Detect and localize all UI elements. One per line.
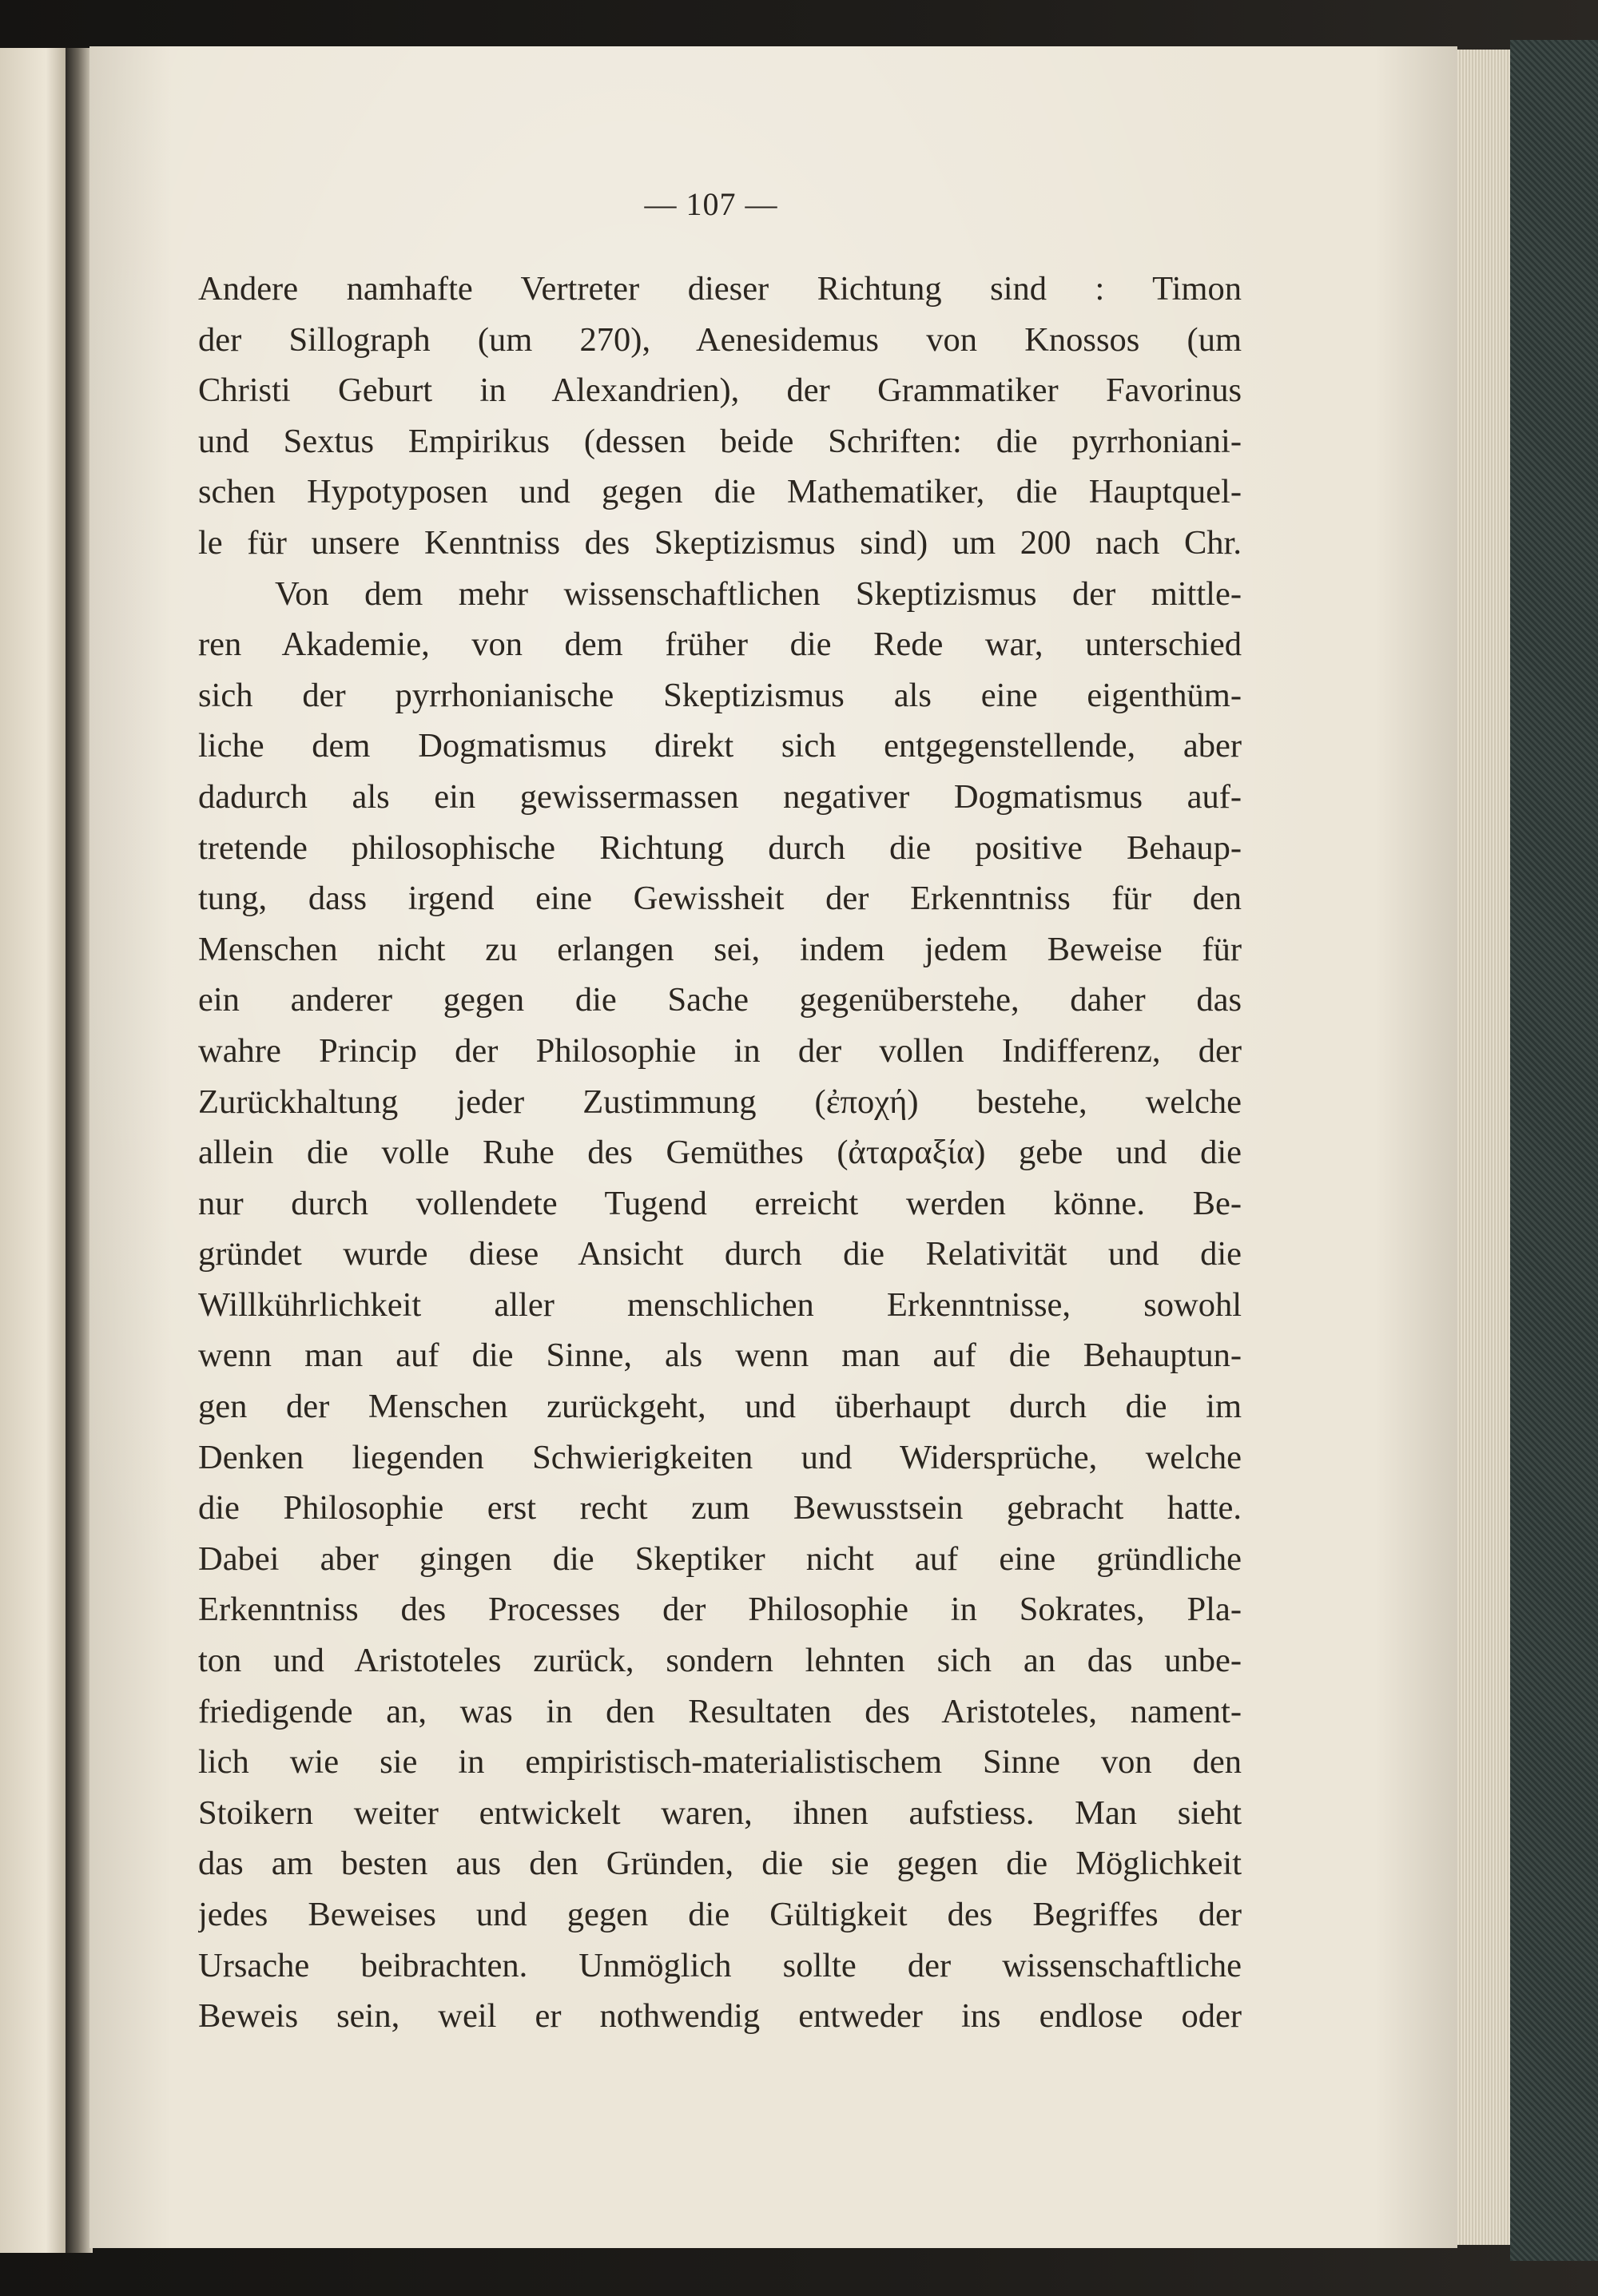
- text-line: Von dem mehr wissenschaftlichen Skeptizismus der mittle-: [275, 574, 1242, 613]
- text-line: schen Hypotyposen und gegen die Mathematiker, die Hauptquel-: [198, 473, 1242, 511]
- page-stack-edge: [1457, 50, 1510, 2245]
- text-line: gen der Menschen zurückgeht, und überhaupt durch die im: [198, 1388, 1242, 1426]
- page-number: — 107 —: [644, 186, 778, 222]
- text-line: jedes Beweises und gegen die Gültigkeit des Begriffes der: [198, 1896, 1242, 1933]
- text-line: friedigende an, was in den Resultaten des Aristoteles, nament-: [198, 1692, 1242, 1730]
- text-line: ren Akademie, von dem früher die Rede war, unterschied: [198, 626, 1242, 664]
- text-line: das am besten aus den Gründen, die sie gegen die Möglichkeit: [198, 1845, 1242, 1883]
- text-line: le für unsere Kenntniss des Skeptizismus sind) um 200 nach Chr.: [198, 523, 1242, 562]
- book-gutter: [66, 48, 93, 2253]
- text-line: ein anderer gegen die Sache gegenüberstehe, daher das: [198, 981, 1242, 1019]
- paragraph: [198, 264, 1242, 569]
- body-text: [198, 264, 1242, 2042]
- book-cover: [1510, 40, 1598, 2261]
- text-line: tung, dass irgend eine Gewissheit der Erkenntniss für den: [198, 880, 1242, 918]
- text-line: dadurch als ein gewissermassen negativer Dogmatismus auf-: [198, 777, 1242, 816]
- text-line: Andere namhafte Vertreter dieser Richtung sind : Timon: [198, 270, 1242, 308]
- text-line: Ursache beibrachten. Unmöglich sollte der wissenschaftliche: [198, 1946, 1242, 1984]
- text-line: gründet wurde diese Ansicht durch die Relativität und die: [198, 1235, 1242, 1273]
- text-line: der Sillograph (um 270), Aenesidemus von Knossos (um: [198, 320, 1242, 359]
- text-line: Dabei aber gingen die Skeptiker nicht auf eine gründliche: [198, 1539, 1242, 1578]
- text-line: lich wie sie in empiristisch-materialistischem Sinne von den: [198, 1743, 1242, 1782]
- text-line: ton und Aristoteles zurück, sondern lehnten sich an das unbe-: [198, 1642, 1242, 1680]
- text-line: die Philosophie erst recht zum Bewusstsein gebracht hatte.: [198, 1489, 1242, 1527]
- text-line: Christi Geburt in Alexandrien), der Grammatiker Favorinus: [198, 371, 1242, 410]
- previous-page-edge: [0, 48, 66, 2253]
- text-line: liche dem Dogmatismus direkt sich entgegenstellende, aber: [198, 727, 1242, 765]
- text-line: Menschen nicht zu erlangen sei, indem jedem Beweise für: [198, 930, 1242, 968]
- text-line: Stoikern weiter entwickelt waren, ihnen aufstiess. Man sieht: [198, 1794, 1242, 1832]
- text-line: Denken liegenden Schwierigkeiten und Widersprüche, welche: [198, 1438, 1242, 1476]
- text-line: und Sextus Empirikus (dessen beide Schriften: die pyrrhoniani-: [198, 422, 1242, 460]
- text-line: nur durch vollendete Tugend erreicht werden könne. Be-: [198, 1184, 1242, 1222]
- text-line: tretende philosophische Richtung durch die positive Behaup-: [198, 828, 1242, 867]
- text-line: Zurückhaltung jeder Zustimmung (ἐποχή) bestehe, welche: [198, 1082, 1242, 1121]
- text-line: wenn man auf die Sinne, als wenn man auf die Behauptun-: [198, 1337, 1242, 1375]
- text-line: Beweis sein, weil er nothwendig entweder ins endlose oder: [198, 1997, 1242, 2036]
- text-line: allein die volle Ruhe des Gemüthes (ἀταραξία) gebe und die: [198, 1134, 1242, 1172]
- text-line: Erkenntniss des Processes der Philosophie in Sokrates, Pla-: [198, 1591, 1242, 1629]
- text-line: sich der pyrrhonianische Skeptizismus als eine eigenthüm-: [198, 676, 1242, 714]
- text-line: wahre Princip der Philosophie in der vollen Indifferenz, der: [198, 1031, 1242, 1070]
- paragraph: [198, 569, 1242, 2042]
- text-line: Willkührlichkeit aller menschlichen Erkenntnisse, sowohl: [198, 1285, 1242, 1324]
